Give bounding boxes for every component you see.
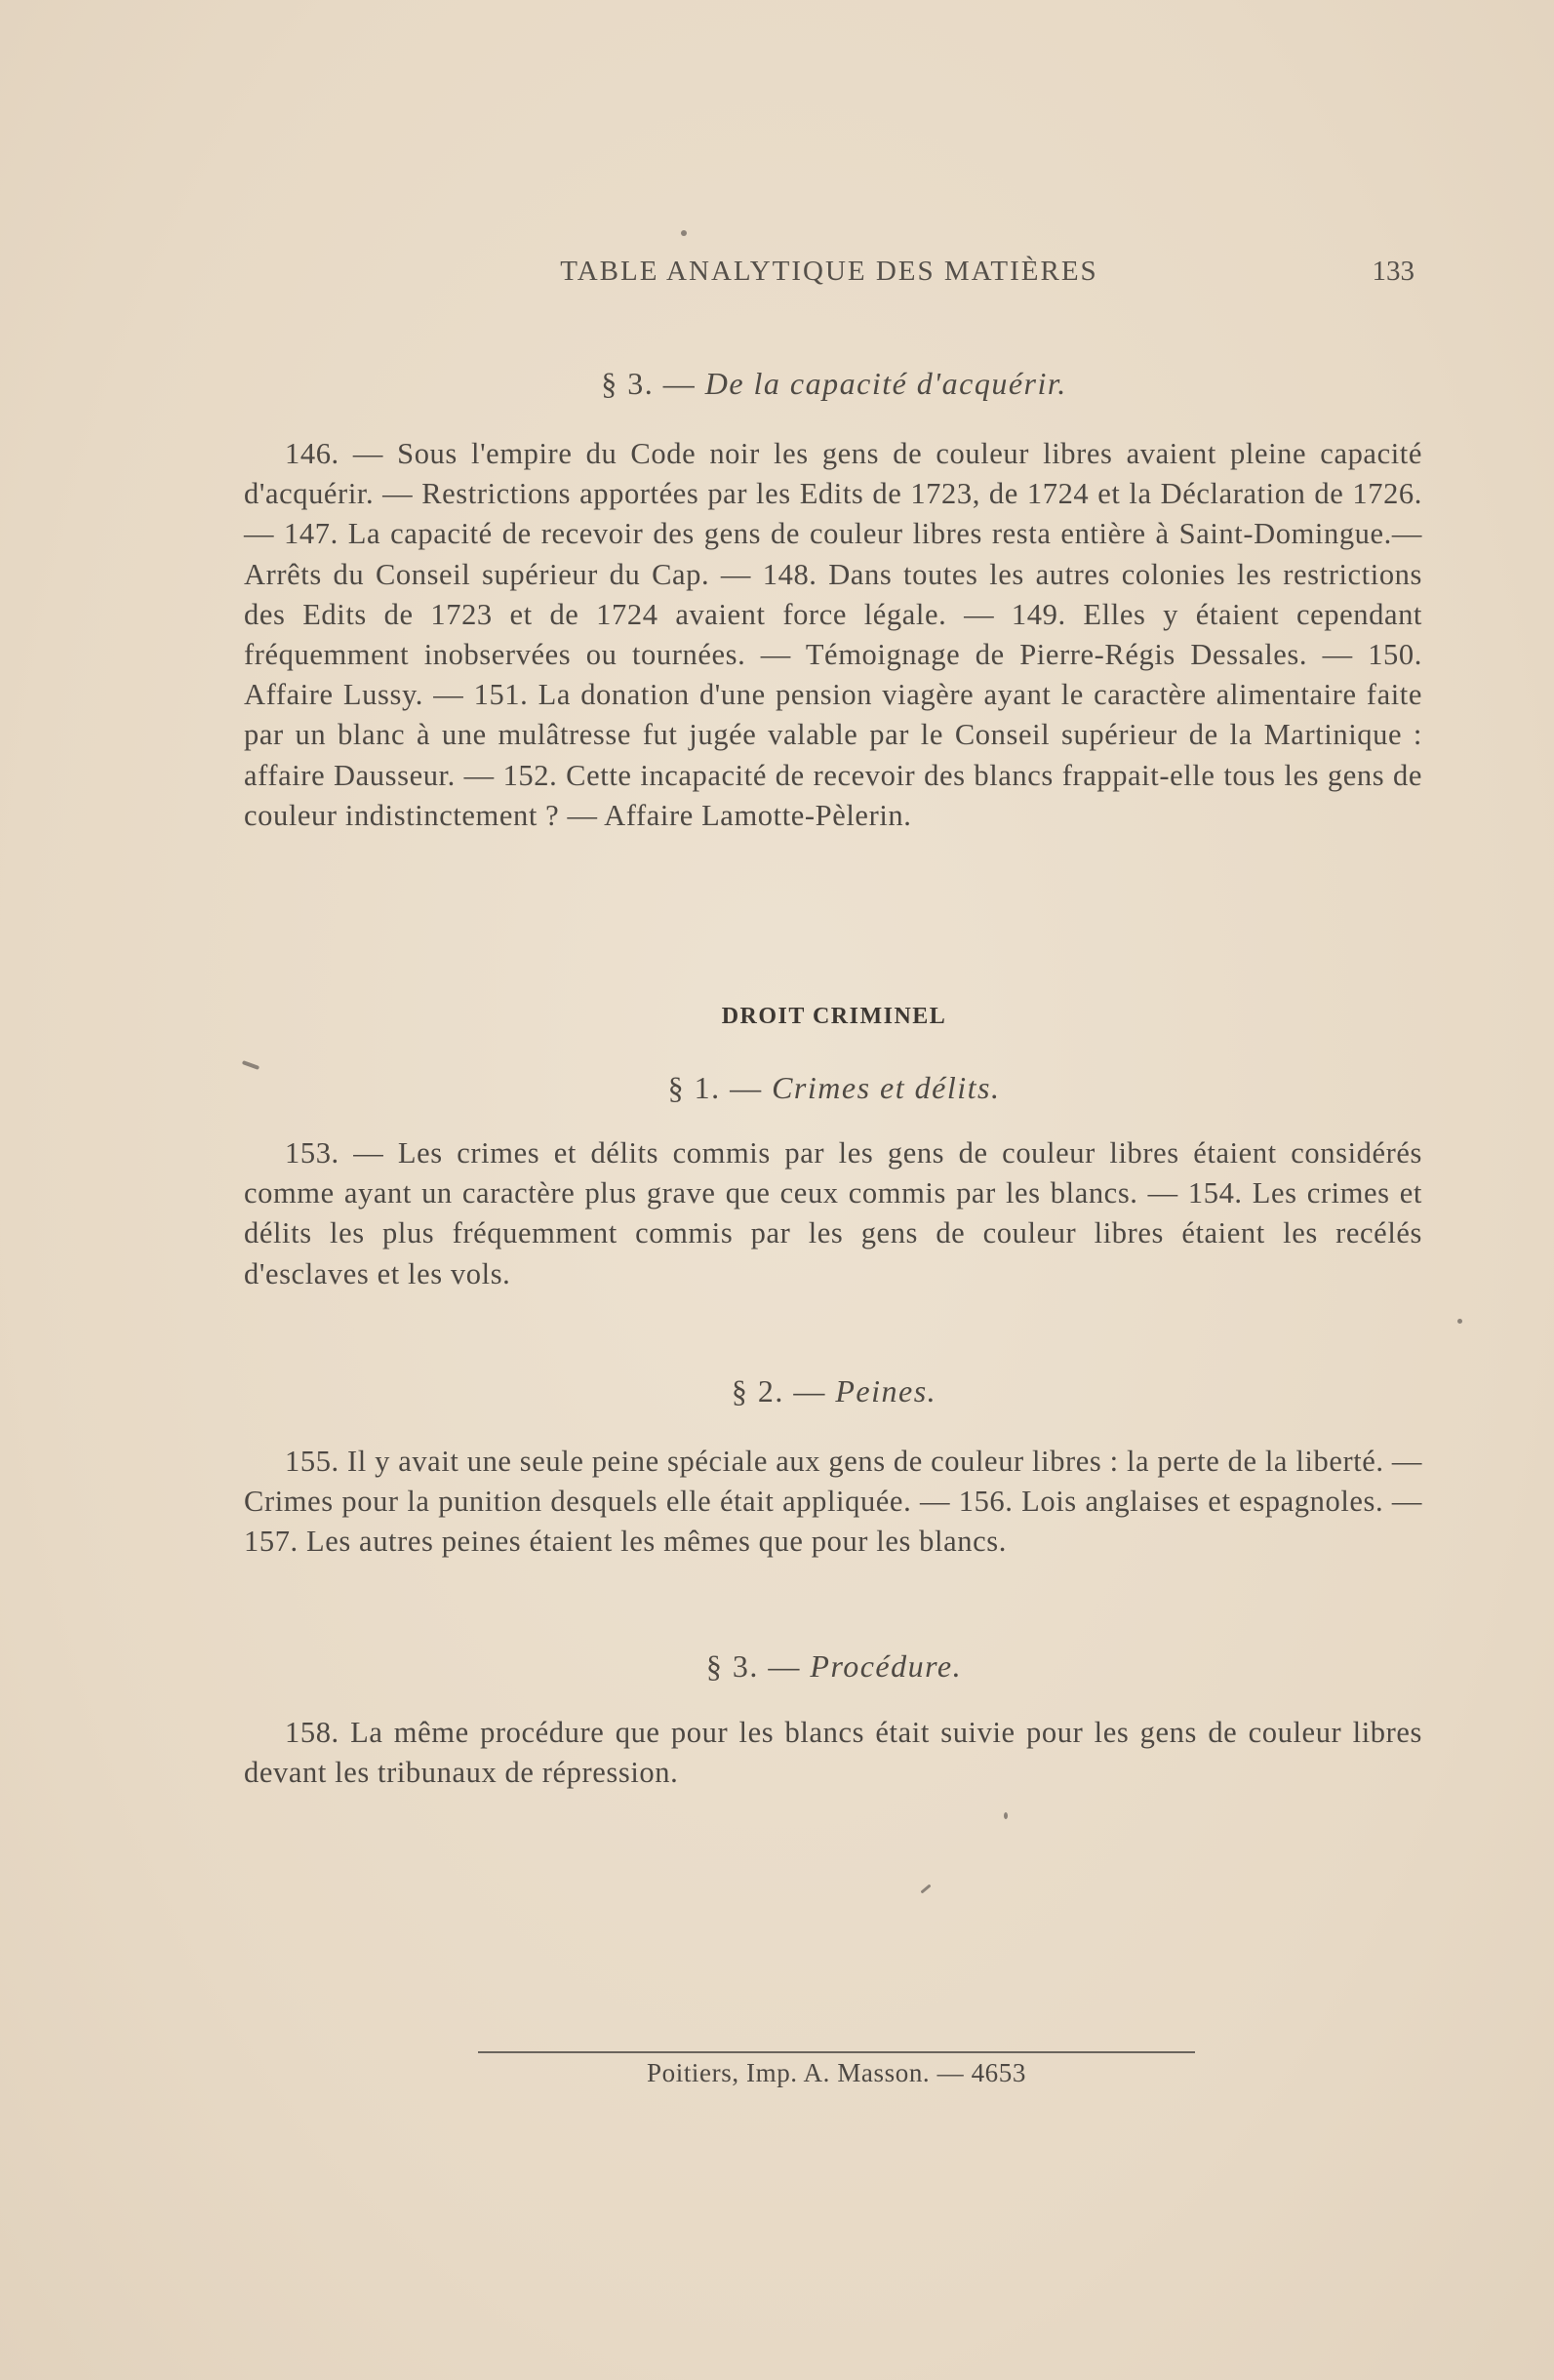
section-heading-prefix: § 3. — — [601, 366, 697, 401]
running-title: TABLE ANALYTIQUE DES MATIÈRES — [560, 256, 1098, 287]
paragraph-procedure: 158. La même procédure que pour les blancs était suivie pour les gens de couleur libres devant les tribunaux de répression. — [244, 1716, 1422, 1790]
section-heading-prefix: § 3. — — [705, 1648, 801, 1684]
section-heading-title: De la capacité d'acquérir. — [704, 366, 1067, 401]
section-heading-title: Peines. — [835, 1373, 937, 1408]
section-heading-title: Procédure. — [810, 1648, 963, 1684]
paper-speck — [1457, 1319, 1462, 1324]
paper-speck — [681, 230, 687, 236]
section-heading-crimes — [244, 1070, 1424, 1106]
section-heading-capacity — [244, 366, 1424, 402]
paragraph-crimes: 153. — Les crimes et délits commis par les gens de couleur libres étaient considérés comme ayant un caractère plus grave que ceux commis par les blancs. — 154. Les crimes et délits les plus fréquemment commis par les gens de couleur libres étaient les recélés d'esclaves et les vols. — [244, 1136, 1422, 1290]
section-heading-prefix: § 1. — — [667, 1070, 763, 1105]
section-heading-prefix: § 2. — — [731, 1373, 826, 1408]
droit-criminel-title: DROIT CRIMINEL — [721, 1004, 947, 1029]
paper-speck — [1004, 1812, 1008, 1819]
colophon: Poitiers, Imp. A. Masson. — 4653 — [647, 2058, 1026, 2087]
section-heading-title: Crimes et délits. — [772, 1070, 1001, 1105]
paragraph-capacity: 146. — Sous l'empire du Code noir les gens de couleur libres avaient pleine capacité d'acquérir. — Restrictions apportées par les Edits de 1723, de 1724 et la Déclaration de 1726. — 147. La capacité de recevoir des gens de couleur libres resta entière à Saint-Domingue.— Arrêts du Conseil supérieur du Cap. — 148. Dans toutes les autres colonies les restrictions des Edits de 1723 et de 1724 avaient force légale. — 149. Elles y étaient cependant fréquemment inobservées ou tournées. — Témoignage de Pierre-Régis Dessales. — 150. Affaire Lussy. — 151. La donation d'une pension viagère ayant le caractère alimentaire faite par un blanc à une mulâtresse fut jugée valable par le Conseil supérieur de la Martinique : affaire Dausseur. — 152. Cette incapacité de recevoir des blancs frappait-elle tous les gens de couleur indistinctement ? — Affaire Lamotte-Pèlerin. — [244, 437, 1422, 832]
running-head — [244, 256, 1415, 295]
page-number: 133 — [1372, 256, 1415, 287]
paragraph-peines: 155. Il y avait une seule peine spéciale aux gens de couleur libres : la perte de la liberté. — Crimes pour la punition desquels elle était appliquée. — 156. Lois anglaises et espagnoles. — 157. Les autres peines étaient les mêmes que pour les blancs. — [244, 1445, 1422, 1559]
paper-speck — [242, 1060, 259, 1070]
section-heading-peines — [244, 1373, 1424, 1409]
footer-rule — [478, 2051, 1195, 2053]
section-heading-procedure — [244, 1648, 1424, 1685]
paper-speck — [920, 1884, 931, 1893]
